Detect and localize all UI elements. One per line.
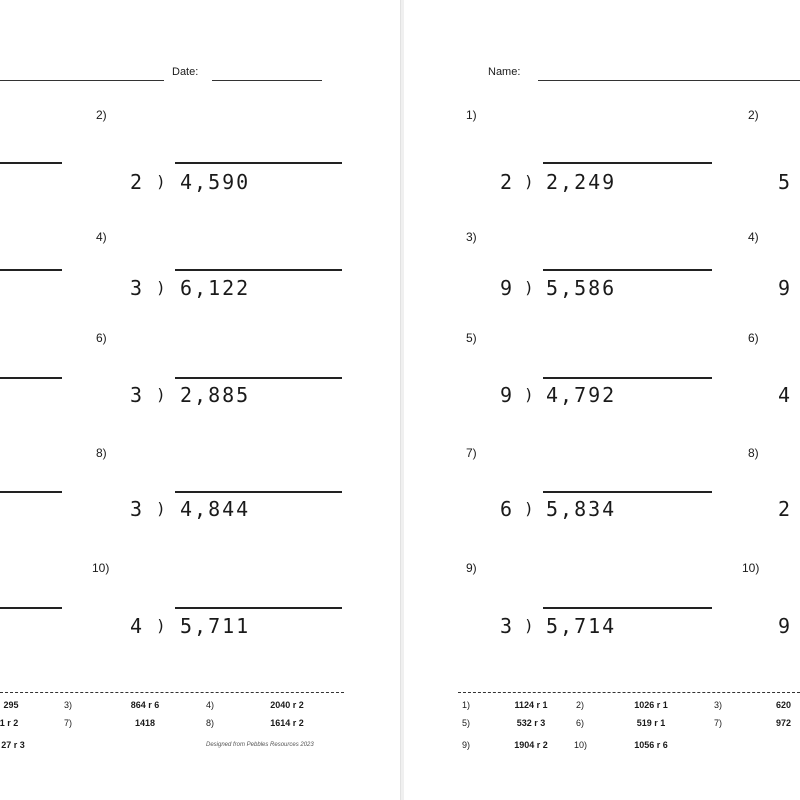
- answer-value: 1026 r 1: [634, 700, 668, 710]
- dividend: 5,711: [180, 614, 251, 638]
- answer-number: 9): [462, 740, 471, 750]
- answer-value: 972: [776, 718, 792, 728]
- problem-number: 1): [466, 108, 477, 122]
- answer-value: 519 r 1: [636, 718, 666, 728]
- answer-value: 864 r 6: [130, 700, 160, 710]
- divisor: 3: [129, 383, 142, 407]
- problem-number: 8): [96, 446, 107, 460]
- dividend: 5,714: [546, 614, 617, 638]
- problem-number: 4): [748, 230, 759, 244]
- divisor: 2: [777, 497, 790, 521]
- answer-line[interactable]: [175, 491, 342, 493]
- answer-line[interactable]: [175, 162, 342, 164]
- dividend: 5,834: [546, 497, 617, 521]
- dividend: 2,885: [180, 383, 251, 407]
- answer-key-divider: [458, 692, 800, 693]
- answer-value: 1 r 2: [0, 718, 19, 728]
- problem-number: 3): [466, 230, 477, 244]
- answer-line: [0, 269, 62, 271]
- problem-number: 8): [748, 446, 759, 460]
- answer-value: 1418: [134, 718, 156, 728]
- answer-number: 6): [576, 718, 585, 728]
- answer-line[interactable]: [175, 269, 342, 271]
- answer-value: 1904 r 2: [514, 740, 548, 750]
- divisor: 9: [777, 614, 790, 638]
- answer-line[interactable]: [543, 607, 712, 609]
- answer-value: 1614 r 2: [270, 718, 304, 728]
- answer-value: 1056 r 6: [634, 740, 668, 750]
- problem-number: 7): [466, 446, 477, 460]
- answer-number: 5): [462, 718, 471, 728]
- dividend: 5,586: [546, 276, 617, 300]
- answer-line[interactable]: [175, 607, 342, 609]
- answer-number: 3): [64, 700, 73, 710]
- answer-number: 8): [206, 718, 215, 728]
- divisor: 2: [129, 170, 142, 194]
- answer-line[interactable]: [543, 377, 712, 379]
- date-line[interactable]: [212, 80, 322, 81]
- answer-line[interactable]: [543, 269, 712, 271]
- dividend: 6,122: [180, 276, 251, 300]
- problem-number: 10): [92, 561, 110, 575]
- credit-text: Designed from Pebbles Resources 2023: [206, 742, 314, 748]
- problem-number: 5): [466, 331, 477, 345]
- divisor: 4: [777, 383, 790, 407]
- answer-value: 295: [3, 700, 19, 710]
- dividend: 4,590: [180, 170, 251, 194]
- worksheet-right: [404, 0, 800, 800]
- divisor: 2: [499, 170, 512, 194]
- answer-value: 620: [776, 700, 792, 710]
- division-bracket: ): [524, 616, 534, 635]
- divisor: 6: [499, 497, 512, 521]
- answer-number: 1): [462, 700, 471, 710]
- answer-key-divider: [0, 692, 344, 693]
- answer-line[interactable]: [175, 377, 342, 379]
- divisor: 3: [499, 614, 512, 638]
- answer-line: [0, 607, 62, 609]
- divisor: 9: [777, 276, 790, 300]
- answer-number: 7): [714, 718, 723, 728]
- answer-number: 4): [206, 700, 215, 710]
- division-bracket: ): [156, 616, 166, 635]
- divisor: 3: [129, 497, 142, 521]
- answer-number: 2): [576, 700, 585, 710]
- problem-number: 9): [466, 561, 477, 575]
- name-label: Name:: [488, 66, 521, 78]
- answer-number: 7): [64, 718, 73, 728]
- answer-line[interactable]: [543, 491, 712, 493]
- dividend: 4,844: [180, 497, 251, 521]
- name-line[interactable]: [0, 80, 164, 81]
- answer-line: [0, 377, 62, 379]
- dividend: 4,792: [546, 383, 617, 407]
- divisor: 5: [777, 170, 790, 194]
- problem-number: 2): [96, 108, 107, 122]
- answer-number: 3): [714, 700, 723, 710]
- dividend: 2,249: [546, 170, 617, 194]
- answer-line: [0, 162, 62, 164]
- division-bracket: ): [524, 385, 534, 404]
- answer-value: 2040 r 2: [270, 700, 304, 710]
- problem-number: 2): [748, 108, 759, 122]
- divisor: 3: [129, 276, 142, 300]
- division-bracket: ): [156, 278, 166, 297]
- division-bracket: ): [156, 385, 166, 404]
- answer-value: 532 r 3: [516, 718, 546, 728]
- division-bracket: ): [524, 278, 534, 297]
- divisor: 9: [499, 276, 512, 300]
- name-line[interactable]: [538, 80, 800, 81]
- answer-value: 27 r 3: [1, 740, 25, 750]
- division-bracket: ): [524, 499, 534, 518]
- problem-number: 10): [742, 561, 760, 575]
- answer-line[interactable]: [543, 162, 712, 164]
- divisor: 9: [499, 383, 512, 407]
- problem-number: 6): [748, 331, 759, 345]
- divisor: 4: [129, 614, 142, 638]
- division-bracket: ): [156, 499, 166, 518]
- answer-line: [0, 491, 62, 493]
- answer-number: 10): [574, 740, 588, 750]
- answer-value: 1124 r 1: [514, 700, 548, 710]
- division-bracket: ): [524, 172, 534, 191]
- date-label: Date:: [172, 66, 199, 78]
- problem-number: 4): [96, 230, 107, 244]
- division-bracket: ): [156, 172, 166, 191]
- problem-number: 6): [96, 331, 107, 345]
